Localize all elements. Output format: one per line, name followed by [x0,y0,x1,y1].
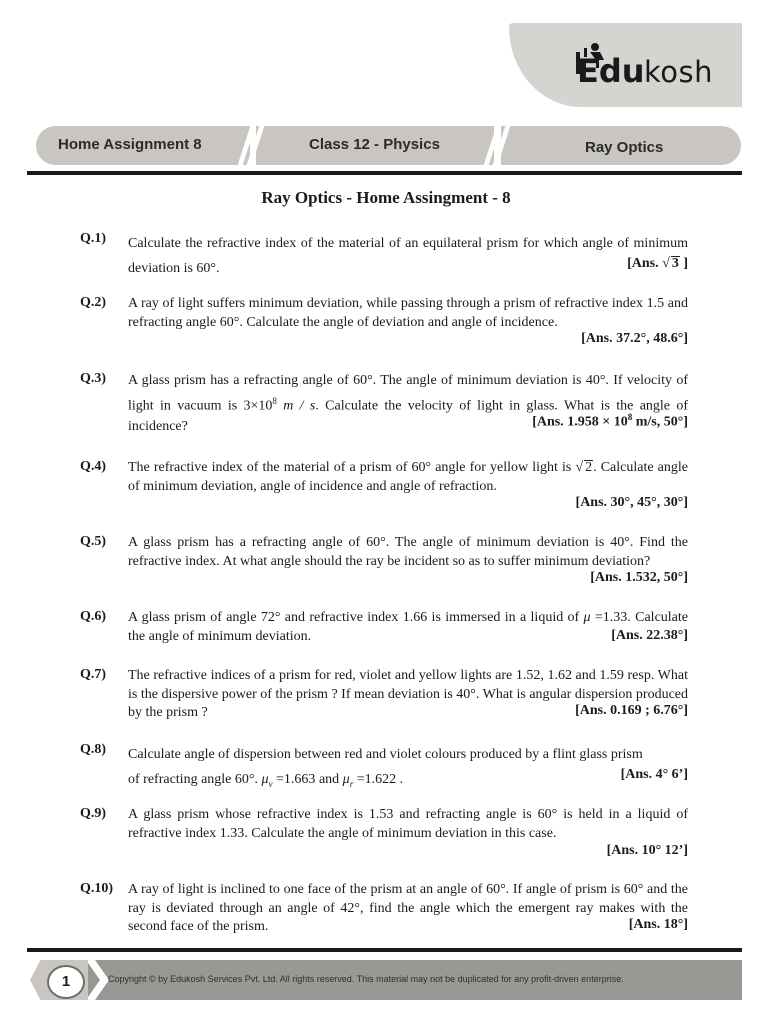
math-mu-violet: μ [261,772,269,787]
question-number: Q.4) [80,459,107,474]
answer: [Ans. 30°, 45°, 30°] [575,495,688,510]
question-number: Q.8) [80,742,107,757]
question-text: Calculate the refractive index of the material of an equilateral prism for which angle of minimum deviation is 60°. [128,236,688,276]
question-text [128,742,688,797]
math-exponent: 8 [272,396,277,406]
question-text-line1: Calculate angle of dispersion between red and violet colours produced by a flint glass prism [128,747,643,762]
footer-copyright: Copyright © by Edukosh Services Pvt. Ltd. All rights reserved. This material may not be duplicated for any profit-driven enterprise. [108,974,624,984]
math-coefficient: 3×10 [243,398,273,414]
answer: [Ans. 0.169 ; 6.76°] [575,703,688,718]
header-assignment-label: Home Assignment 8 [58,136,202,153]
chevron-right-icon [86,960,100,1000]
question-text: A glass prism has a refracting angle of 60°. The angle of minimum deviation is 40°. Find the refractive index. At what angle should the ray be incident so as to suffer minimum deviation? [128,535,688,569]
header-topic-label: Ray Optics [585,139,664,156]
question-text-part2: . Calculate angle of minimum deviation, angle of incidence and angle of refraction. [128,460,688,494]
answer-sqrt: 3 [671,256,679,271]
math-mu: μ [583,610,591,625]
question-text: A glass prism whose refractive index is 1.53 and refracting angle is 60° is held in a liquid of refractive index 1.33. Calculate the angle of minimum deviation in this case. [128,807,688,841]
answer-prefix: [Ans. [627,256,663,271]
answer: [Ans. 4° 6’] [620,767,688,782]
math-sub-red: r [349,778,354,789]
question-text-part2: . Calculate the velocity of light in glass. What is the angle of incidence? [128,398,688,434]
page-title: Ray Optics - Home Assingment - 8 [261,188,511,207]
question-number: Q.10) [80,881,114,896]
answer: [Ans. 1.532, 50°] [590,570,688,585]
question-number: Q.7) [80,667,107,682]
question-text-part1: A glass prism has a refracting angle of 60°. The angle of minimum deviation is 40°. If velocity of light in vacuum is [128,373,688,414]
question-text: The refractive indices of a prism for red, violet and yellow lights are 1.52, 1.62 and 1.59 resp. What is the dispersive power of the prism ? If mean deviation is 40°. What is angular dispersion produced by the prism ? [128,668,688,720]
brand-logo-tail: kosh [644,55,714,89]
answer: [Ans. 22.38°] [611,628,688,643]
question-text: A ray of light is inclined to one face of the prism at an angle of 60°. If angle of prism is 60° and the ray is deviated through an angle of 42°, find the angle which the emergent ray makes with the second face of the prism. [128,882,688,934]
answer-suffix: m/s, 50°] [632,414,688,430]
question-number: Q.9) [80,806,107,821]
question-text-part2: =1.33. Calculate the angle of minimum deviation. [128,610,688,644]
footer-rule [27,948,742,952]
question-text: A ray of light suffers minimum deviation, while passing through a prism of refractive index 1.5 and refracting angle 60°. Calculate the angle of deviation and angle of incidence. [128,296,688,330]
answer: [Ans. 37.2°, 48.6°] [581,331,688,346]
answer-prefix: [Ans. 1.958 × 10 [532,414,628,430]
brand-logo-main-visible: Edu [577,52,645,90]
header-class-label: Class 12 - Physics [309,136,440,153]
math-sqrt: 2 [585,460,593,475]
answer-suffix: ] [679,256,688,271]
brand-logo-e [577,52,645,90]
math-sub-violet: v [268,778,273,789]
question-text-part1: A glass prism of angle 72° and refractive index 1.66 is immersed in a liquid of [128,610,584,625]
question-number: Q.5) [80,534,107,549]
question-text-line2a: of refracting angle 60°. [128,772,262,787]
answer: [Ans. √ 3 ] [627,256,688,271]
question-text-and: and [315,772,343,787]
math-value-violet: =1.663 [272,772,316,787]
question-number: Q.3) [80,371,107,386]
question-text: The refractive index of the material of a prism of 60° angle for yellow light is √ 2. Calculate angle of minimum deviation, angle of incidence and angle of refraction. [128,460,688,494]
page-number: 1 [47,965,85,999]
math-value-red: =1.622 [353,772,397,787]
question-number: Q.6) [80,609,107,624]
answer [532,412,688,431]
answer-exponent: 8 [627,412,633,422]
question-number: Q.1) [80,231,107,246]
header-rule [27,171,742,175]
question-text-part1: The refractive index of the material of a prism of 60° angle for yellow light is [128,460,576,475]
answer: [Ans. 18°] [628,917,688,932]
question-number: Q.2) [80,295,107,310]
question-text-line2b: . [396,772,404,787]
question-text [128,609,688,646]
answer: [Ans. 10° 12’] [606,843,688,858]
math-unit: m / s [276,398,316,414]
math-mu-red: μ [342,772,350,787]
